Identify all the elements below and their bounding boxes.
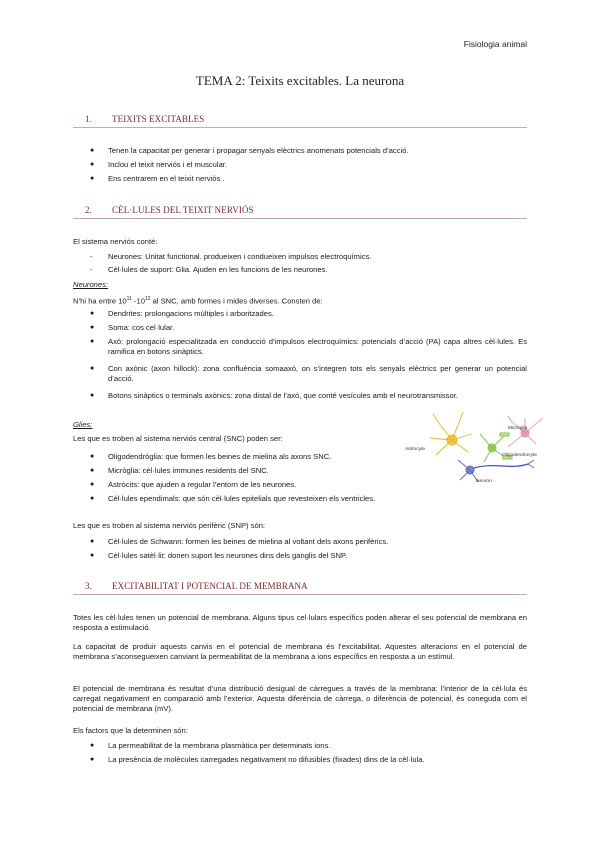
section-1-rule xyxy=(73,127,527,128)
section-3-heading xyxy=(85,581,308,591)
figure-label-microglia: Micròglia xyxy=(508,426,528,431)
nervous-system-intro: El sistema nerviós conté: xyxy=(73,237,158,246)
dash-marker: - xyxy=(90,265,93,274)
bullet-icon: ● xyxy=(90,538,95,545)
glia-snc-bullet: Cèl·lules ependimals: que són cèl·lules epitelials que revesteixen els ventricles. xyxy=(108,494,376,503)
section-2-number: 2. xyxy=(85,205,92,215)
factors-intro: Els factors que la determinen són: xyxy=(73,726,188,735)
glia-cells-illustration xyxy=(400,400,550,490)
section-1-bullet: Tenen la capacitat per generar i propagar senyals elèctrics anomenats potencials d’acció. xyxy=(108,146,409,155)
glia-snc-bullet: Oligodendròglia: que formen les beines de mielina als axons SNC. xyxy=(108,452,332,461)
section-3-title: EXCITABILITAT I POTENCIAL DE MEMBRANA xyxy=(112,581,308,591)
factor-bullet: La permeabilitat de la membrana plasmàtica per determinats ions. xyxy=(108,741,331,750)
neuron-part-bullet: Soma: cos cel·lular. xyxy=(108,323,175,332)
section-1-title: TEIXITS EXCITABLES xyxy=(112,114,205,124)
bullet-icon: ● xyxy=(90,310,95,317)
neuron-part-bullet: Botons sinàptics o terminals axònics: zona distal de l’axó, que conté vesícules amb el neurotransmissor. xyxy=(108,391,458,400)
factor-bullet: La presència de molècules carregades negativament no difusibles (fixades) dins de la cèl·lula. xyxy=(108,755,425,764)
section-1-heading xyxy=(85,114,204,124)
bullet-icon: ● xyxy=(90,161,95,168)
document-title: TEMA 2: Teixits excitables. La neurona xyxy=(195,73,405,88)
glies-label: Glies: xyxy=(73,420,93,429)
glies-snp-intro: Les que es troben al sistema nerviós perifèric (SNP) són: xyxy=(73,521,266,530)
bullet-icon: ● xyxy=(90,552,95,559)
bullet-icon: ● xyxy=(90,453,95,460)
neuron-part-bullet: Con axònic (axon hillock): zona confluència somaaxó, on s’integren tots els senyals elèctrics per generar un potencial d’acció. xyxy=(108,364,527,383)
paragraph: El potencial de membrana és resultat d’una distribució desigual de càrregues a través de la membrana: l’interior de la cèl·lula és carregat negativament en comparació amb l’exterior. Aquesta diferència de càrrega, o diferència de potencial, és coneguda com el potencial de membrana (mV). xyxy=(73,684,527,713)
bullet-icon: ● xyxy=(90,324,95,331)
bullet-icon: ● xyxy=(90,756,95,763)
section-2-heading xyxy=(85,205,254,215)
dash-marker: - xyxy=(90,252,93,261)
dash-item: Neurones: Unitat functional. produeixen i condueixen impulsos electroquímics. xyxy=(108,252,372,261)
figure-label-oligodendrocyte: Oligodendrocyte xyxy=(502,453,537,458)
running-header: Fisiologia animal xyxy=(463,39,527,49)
neurones-intro: N’hi ha entre $10^{11}$ $-10^{12}$ al SNC, amb formes i mides diverses. Consten de: xyxy=(73,296,323,306)
section-1-bullet: Ens centrarem en el teixit nerviós . xyxy=(108,174,225,183)
glia-snc-bullet: Astròcits: que ajuden a regular l’entorn de les neurones. xyxy=(108,480,297,489)
neuron-part-bullet: Dendrites: prolongacions múltiples i arboritzades. xyxy=(108,309,274,318)
glia-snc-bullet: Micròglia: cèl·lules immunes residents del SNC. xyxy=(108,466,269,475)
figure-label-neuron: Neuron xyxy=(476,479,492,484)
glies-snc-intro: Les que es troben al sistema nerviós central (SNC) poden ser: xyxy=(73,434,283,443)
bullet-icon: ● xyxy=(90,467,95,474)
paragraph: La capacitat de produir aquests canvis en el potencial de membrana és l’excitabilitat. Aquestes alteracions en el potencial de membrana s’aconsegueixen canviant la permeabilitat de la membrana a ions específics en resposta a un estímul. xyxy=(73,642,527,661)
figure-label-astrocyte: Astrocyte xyxy=(405,447,425,452)
bullet-icon: ● xyxy=(90,338,95,345)
bullet-icon: ● xyxy=(90,365,95,372)
section-1-bullet: Inclou el teixit nerviós i el muscular. xyxy=(108,160,228,169)
section-3-rule xyxy=(73,594,527,595)
dash-item: Cèl·lules de suport: Glia. Ajuden en les funcions de les neurones. xyxy=(108,265,328,274)
glia-snp-bullet: Cèl·lules de Schwann: formen les beines de mielina al voltant dels axons perifèrics. xyxy=(108,537,389,546)
bullet-icon: ● xyxy=(90,392,95,399)
section-3-number: 3. xyxy=(85,581,92,591)
bullet-icon: ● xyxy=(90,742,95,749)
bullet-icon: ● xyxy=(90,175,95,182)
glia-cells-svg xyxy=(400,400,550,490)
neurones-label: Neurones: xyxy=(73,280,109,289)
section-2-rule xyxy=(73,218,527,219)
glia-snp-bullet: Cèl·lules satèl·lit: donen suport les neurones dins dels ganglis del SNP. xyxy=(108,551,348,560)
bullet-icon: ● xyxy=(90,495,95,502)
section-2-title: CÈL·LULES DEL TEIXIT NERVIÓS xyxy=(112,205,254,215)
section-1-number: 1. xyxy=(85,114,92,124)
bullet-icon: ● xyxy=(90,147,95,154)
paragraph: Totes les cèl·lules tenen un potencial de membrana. Alguns tipus cel·lulars específics poden alterar el seu potencial de membrana en resposta a estimulació. xyxy=(73,613,527,632)
neuron-part-bullet: Axó: prolongació especialitzada en conducció d’impulsos electroquímics: potencials d’acció (PA) capa altres cèl·lules. Es ramifica en botons sinàptics. xyxy=(108,337,527,356)
bullet-icon: ● xyxy=(90,481,95,488)
